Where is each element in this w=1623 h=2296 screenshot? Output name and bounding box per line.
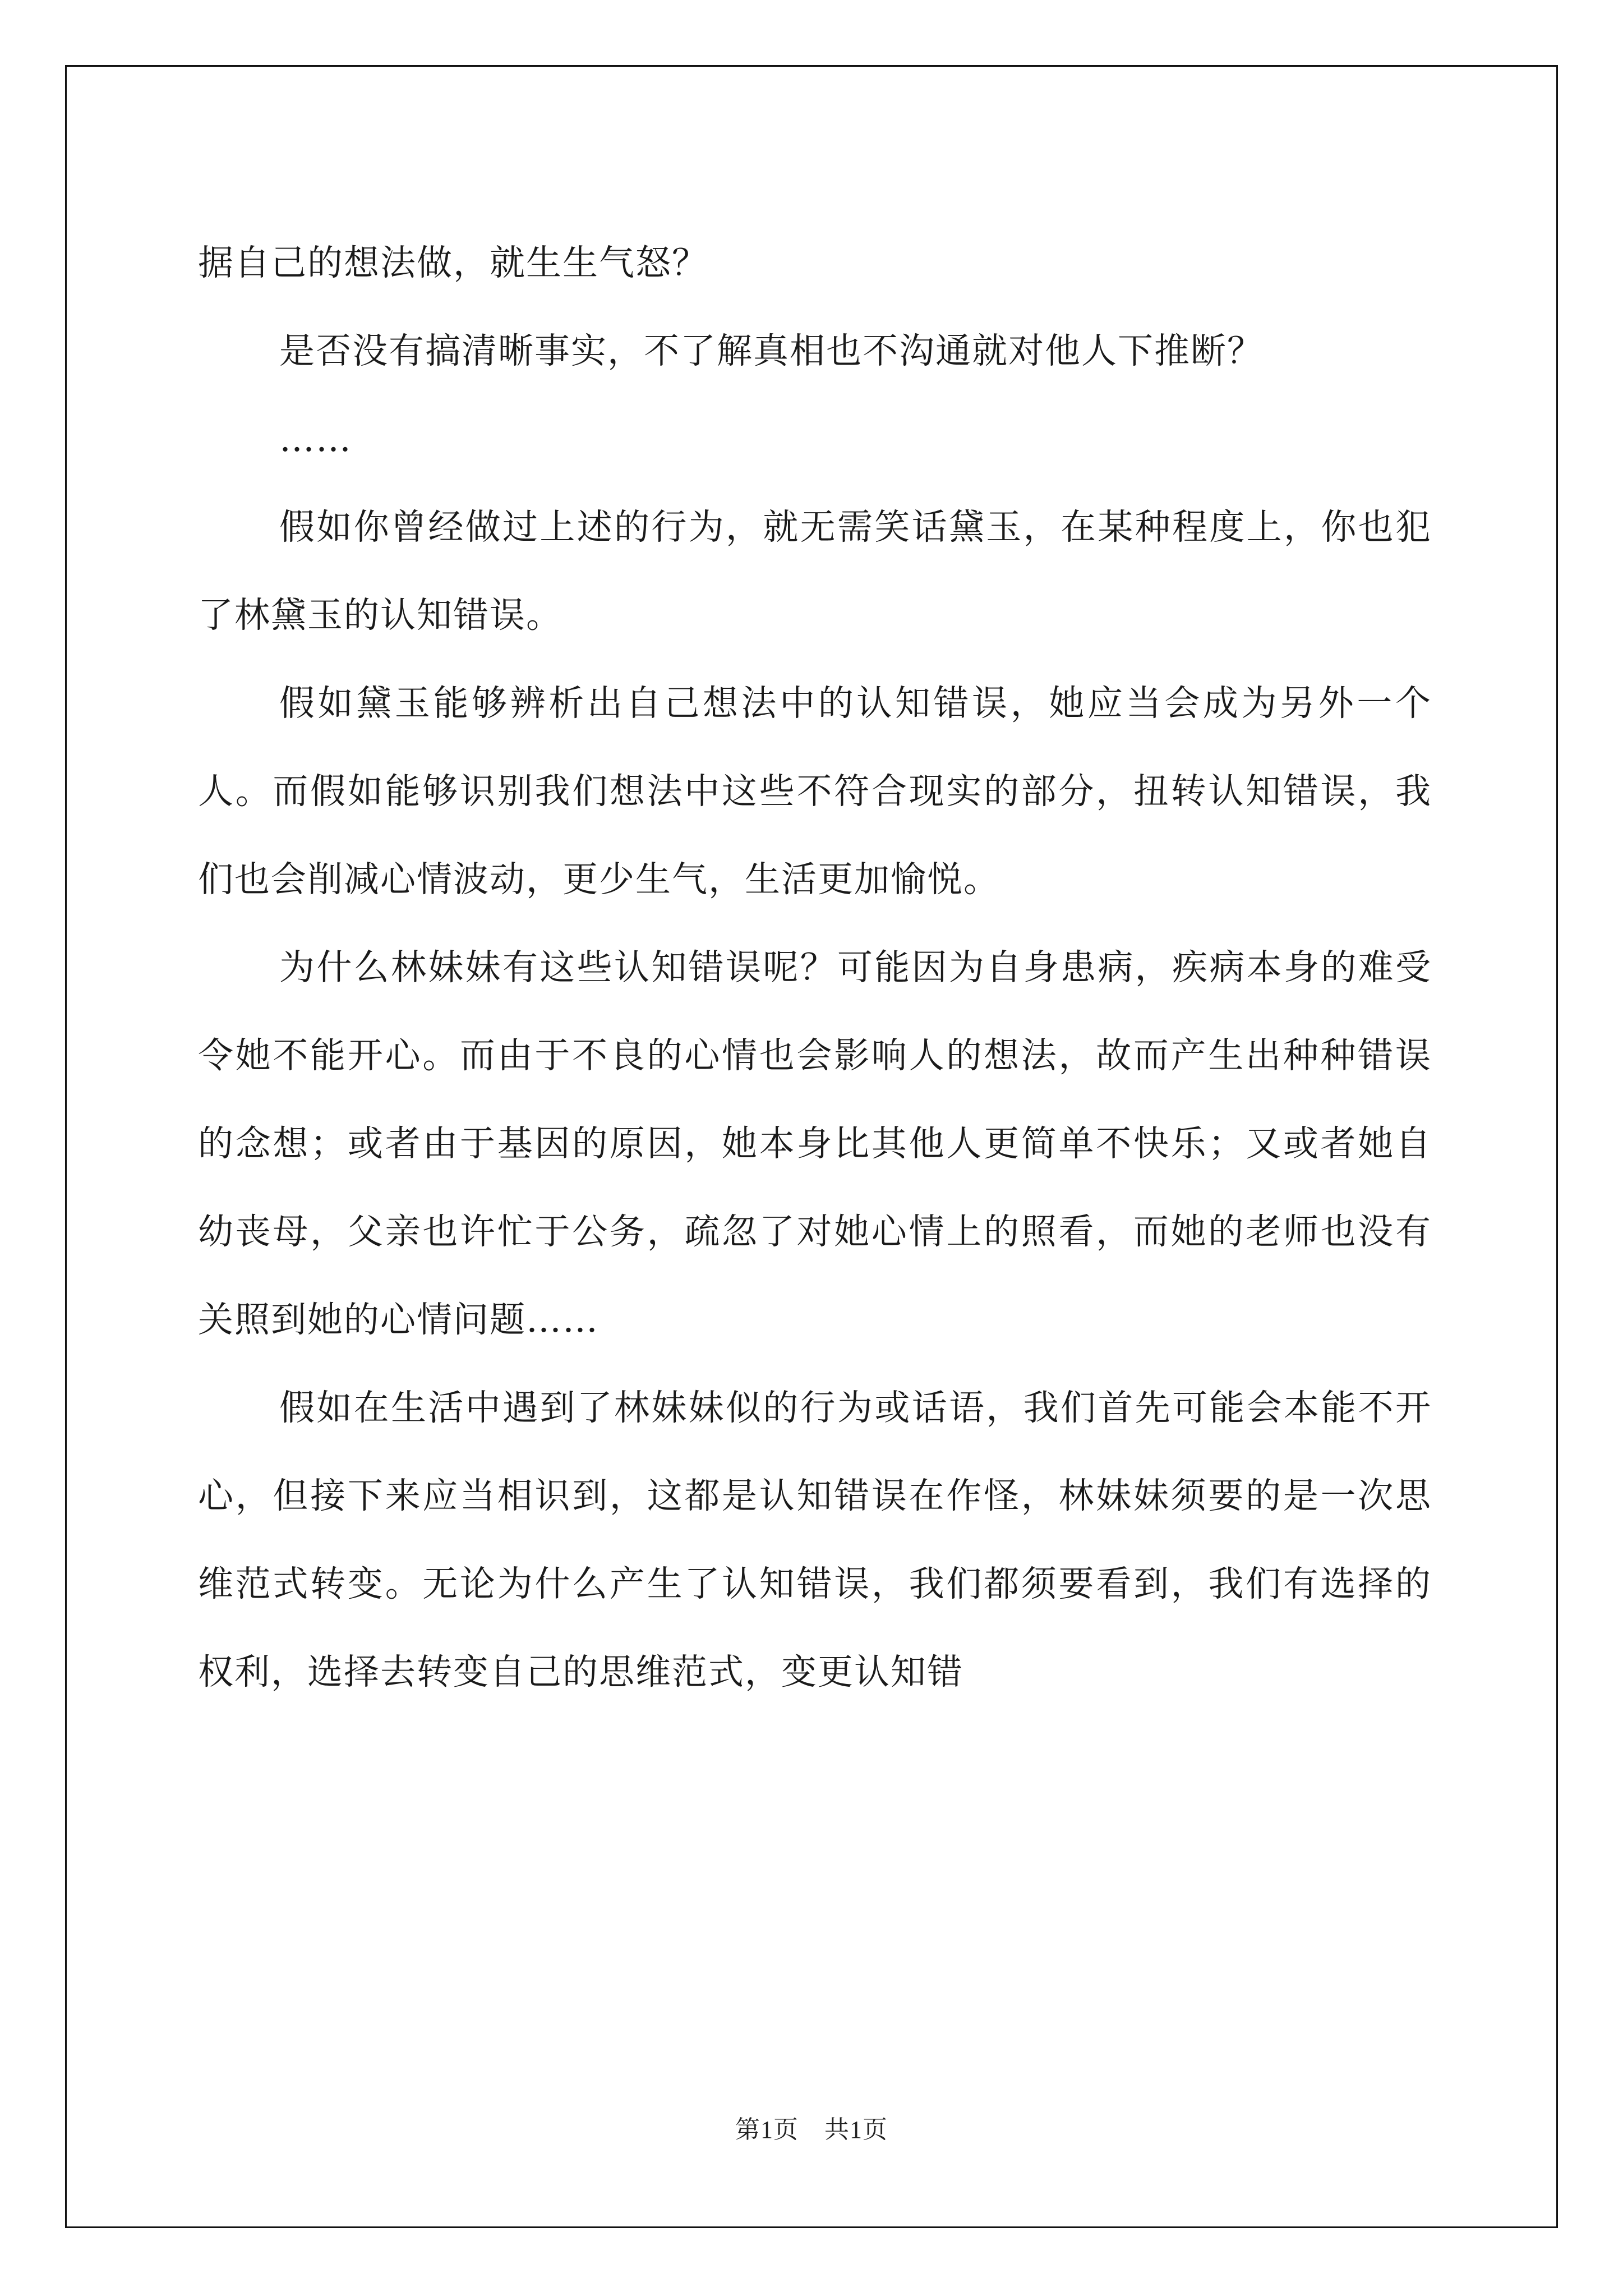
page-number-current: 第1页 (735, 2116, 799, 2143)
page-number-total: 共1页 (824, 2116, 888, 2143)
paragraph-3: …… (279, 418, 352, 459)
paragraph-2: 是否没有搞清晰事实，不了解真相也不沟通就对他人下推断？ (279, 330, 1264, 371)
paragraph-1: 据自己的想法做，就生生气怒？ (198, 242, 708, 283)
paragraph-5: 假如黛玉能够辨析出自己想法中的认知错误，她应当会成为另外一个人。而假如能够识别我们想法中这些不符合现实的部分，扭转认知错误，我们也会削减心情波动，更少生气，生活更加愉悦。 (198, 683, 1432, 900)
page-footer (0, 2109, 1623, 2145)
paragraph-4: 假如你曾经做过上述的行为，就无需笑话黛玉，在某种程度上，你也犯了林黛玉的认知错误。 (198, 507, 1432, 636)
paragraph-7: 假如在生活中遇到了林妹妹似的行为或话语，我们首先可能会本能不开心，但接下来应当相识到，这都是认知错误在作怪，林妹妹须要的是一次思维范式转变。无论为什么产生了认知错误，我们都须要看到，我们有选择的权利，选择去转变自己的思维范式，变更认知错 (198, 1387, 1432, 1692)
document-body (198, 219, 1432, 1716)
paragraph-6: 为什么林妹妹有这些认知错误呢？可能因为自身患病，疾病本身的难受令她不能开心。而由于不良的心情也会影响人的想法，故而产生出种种错误的念想；或者由于基因的原因，她本身比其他人更简单不快乐；又或者她自幼丧母，父亲也许忙于公务，疏忽了对她心情上的照看，而她的老师也没有关照到她的心情问题…… (198, 947, 1432, 1340)
